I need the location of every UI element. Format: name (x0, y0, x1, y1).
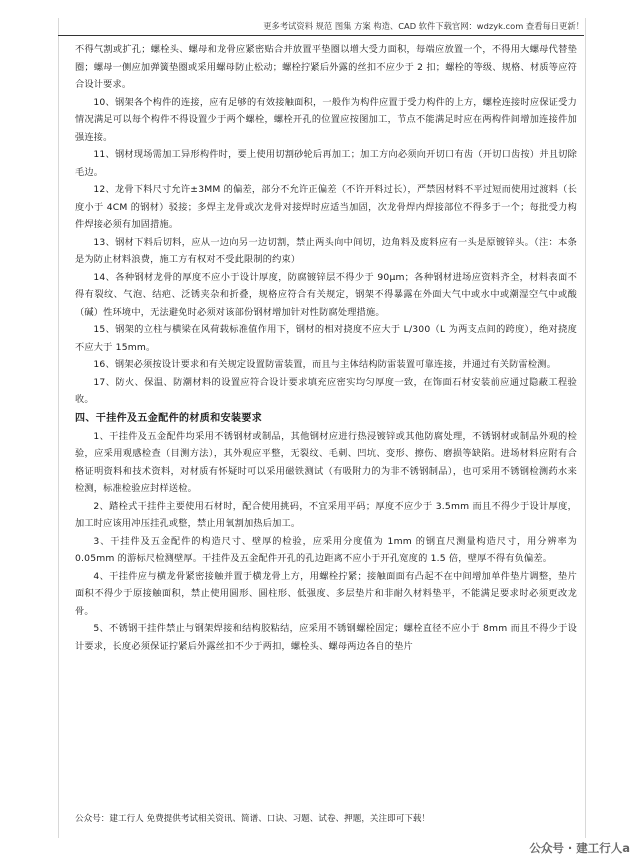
page-header: 更多考试资料 规范 图集 方案 构造、CAD 软件下载官网：wdzyk.com 查看每日更新！ (58, 20, 584, 36)
section-paragraph-2: 2、踏栓式干挂件主要使用石材时，配合使用挑码，不宜采用平码；厚度不应少于 3.5mm 而且不得少于设计厚度，加工时应该用冲压挂孔或整，禁止用氧割加热后加工。 (75, 500, 577, 529)
paragraph-10: 10、钢架各个构件的连接，应有足够的有效接触面积，一般作为构件应置于受力构件的上方，螺栓连接时应保证受力情况满足可以每个构件不得设置少于两个螺栓，螺栓开孔的位置应按图加工，节点不能满足时应在两构件间增加连接件加强连接。 (75, 96, 577, 143)
watermark: 公众号 · 建工行人a (529, 841, 630, 855)
paragraph-17: 17、防火、保温、防潮材料的设置应符合设计要求填充应密实均匀厚度一致，在饰面石材安装前应通过隐蔽工程验收。 (75, 376, 577, 405)
paragraph-15: 15、钢架的立柱与横梁在风荷载标准值作用下，钢材的相对挠度不应大于 L/300（L 为两支点间的跨度），绝对挠度不应大于 15mm。 (75, 324, 577, 353)
document-body (75, 41, 577, 655)
section-paragraph-4: 4、干挂件应与横龙骨紧密接触并置于横龙骨上方，用螺栓拧紧；接触面面有凸起不在中间增加单件垫片调整，垫片面积不得少于原接触面积，禁止使用圆形、圆柱形、低强度、多层垫片和非耐久材料垫平，不能满足要求时必须更改龙骨。 (75, 570, 577, 617)
paragraph-12: 12、龙骨下料尺寸允许±3MM 的偏差，部分不允许正偏差（不许开料过长），严禁因材料不平过短而使用过渡料（长度小于 4CM 的钢材）驳接；多焊主龙骨或次龙骨对接焊时应适当加固，次龙骨焊内焊接部位不得多于一个；每批受力构件焊接必须有加固措施。 (75, 184, 577, 230)
section-paragraph-1: 1、干挂件及五金配件均采用不锈钢材或制品，其他钢材应进行热浸镀锌或其他防腐处理，不锈钢材或制品外观的检验，应采用观感检查（目测方法），其外观应平整，无裂纹、毛刺、凹坑、变形、擦伤、磨损等缺陷。进场材料应附有合格证明资料和技术资料，对材质有怀疑时可以采用磁铁测试（有吸附力的为非不锈钢制品），也可采用不锈钢检测药水来检测，标准检验应封样送检。 (75, 430, 577, 494)
section-paragraph-5: 5、不锈钢干挂件禁止与钢架焊接和结构胶粘结，应采用不锈钢螺栓固定；螺栓直径不应小于 8mm 而且不得少于设计要求，长度必须保证拧紧后外露丝扣不少于两扣，螺栓头、螺母两边各自的垫片 (75, 623, 577, 652)
paragraph-14: 14、各种钢材龙骨的厚度不应小于设计厚度，防腐镀锌层不得少于 90μm；各种钢材进场应资料齐全，材料表面不得有裂纹、气泡、结疤、泛锈夹杂和折叠，规格应符合有关规定，钢架不得暴露在外面大气中或水中或潮湿空气中或酸（碱）性环境中，无法避免时必须对该部份钢材增加针对性防腐处理措施。 (75, 271, 577, 318)
paragraph-continued: 不得气割或扩孔；螺栓头、螺母和龙骨应紧密贴合并放置平垫圈以增大受力面积，每端应放置一个，不得用大螺母代替垫圈；螺母一侧应加弹簧垫圈或采用螺母防止松动；螺栓拧紧后外露的丝扣不应少于 2 扣；螺栓的等级、规格、材质等应符合设计要求。 (75, 44, 577, 90)
paragraph-16: 16、钢架必须按设计要求和有关规定设置防雷装置，而且与主体结构防雷装置可靠连接，并通过有关防雷检测。 (93, 359, 557, 370)
section-paragraph-3: 3、干挂件及五金配件的构造尺寸、壁厚的检验，应采用分度值为 1mm 的钢直尺测量构造尺寸，用分辨率为 0.05mm 的游标尺检测壁厚。干挂件及五金配件开孔的孔边距离不应小于开孔宽度的 1.5 倍，壁厚不得有负偏差。 (75, 535, 577, 564)
section-title: 四、干挂件及五金配件的材质和安装要求 (75, 412, 263, 424)
paragraph-11: 11、钢材现场需加工异形构件时，要上使用切割砂轮后再加工；加工方向必须向开切口有齿（开切口齿按）并且切除毛边。 (75, 149, 577, 178)
paragraph-13: 13、钢材下料后切料，应从一边向另一边切割，禁止两头向中间切，边角料及废料应有一头是原镀锌头。（注：本条是为防止材料浪费，施工方有权对不受此限制的约束） (75, 236, 577, 265)
page-footer: 公众号：建工行人 免费提供考试相关资讯、简谱、口诀、习题、试卷、押题，关注即可下载！ (75, 814, 431, 824)
